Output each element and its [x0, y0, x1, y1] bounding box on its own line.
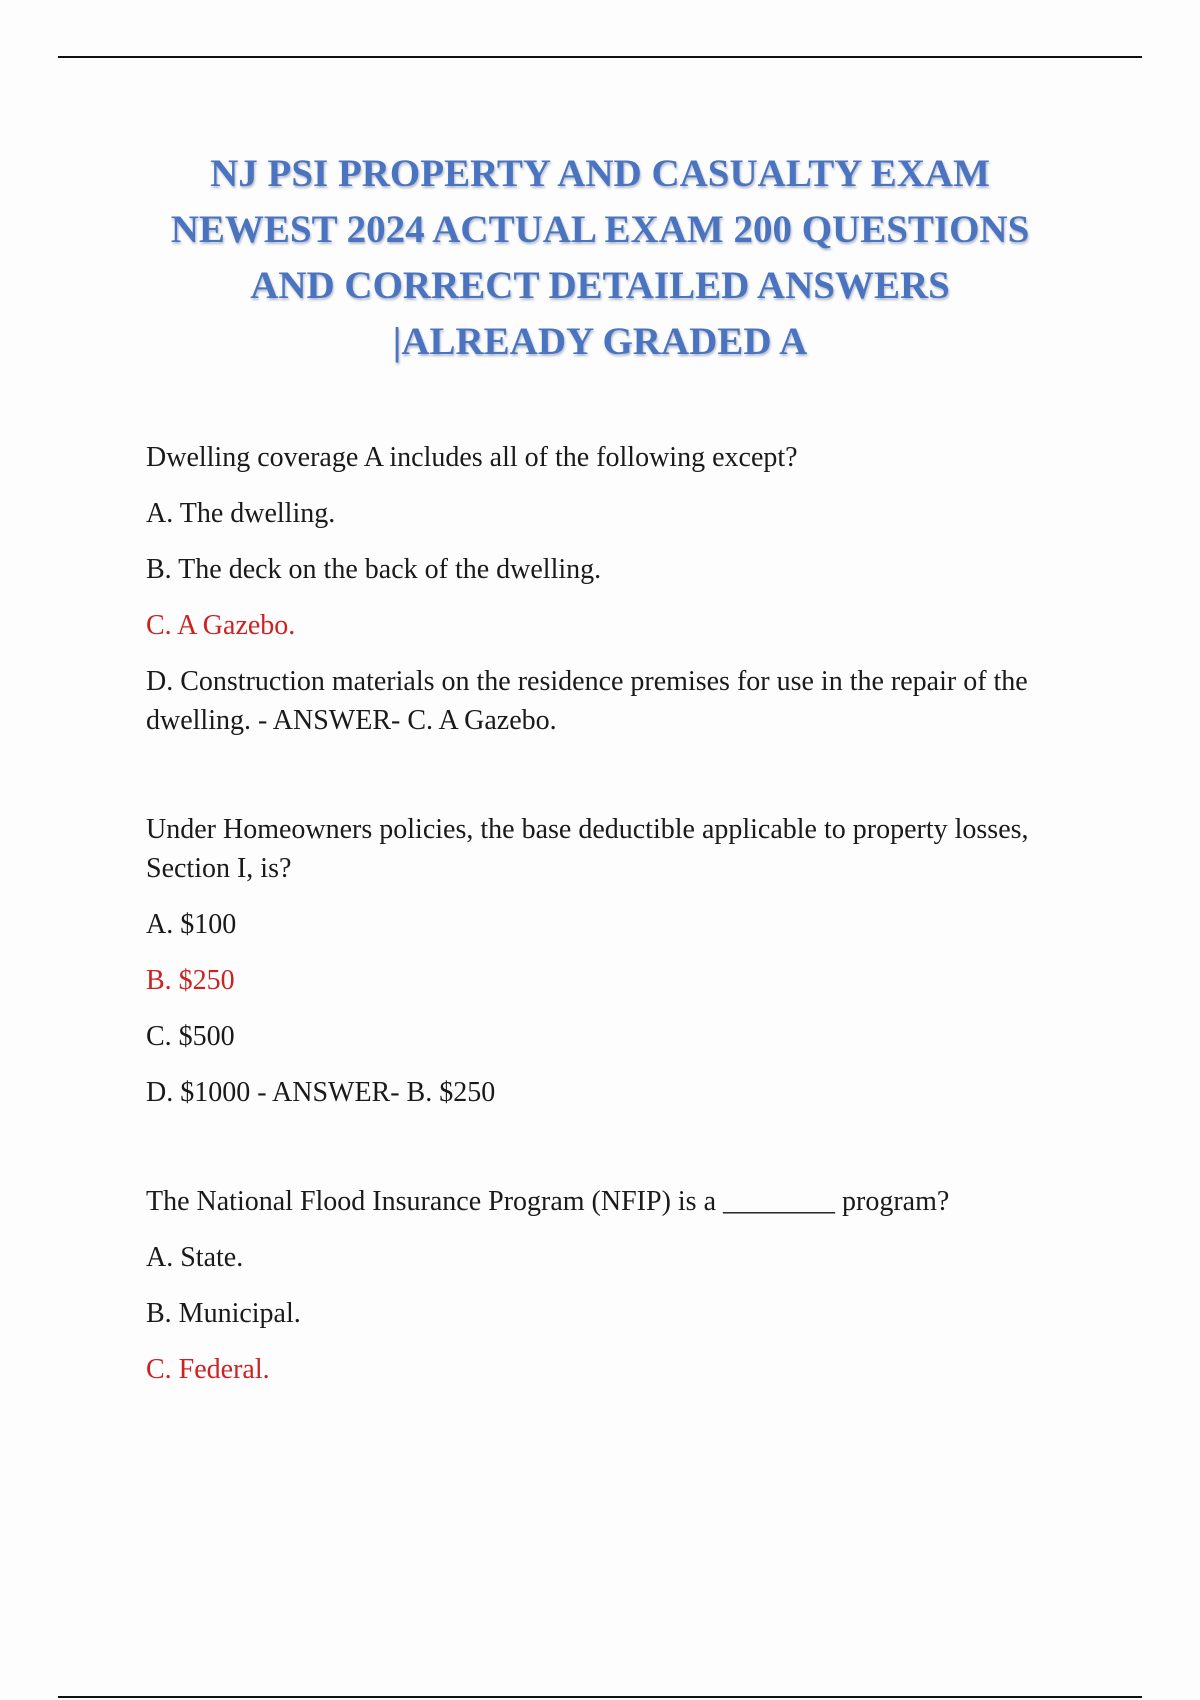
question-text: The National Flood Insurance Program (NFIP) is a ________ program? — [146, 1186, 950, 1217]
title-line: NJ PSI PROPERTY AND CASUALTY EXAM — [210, 152, 990, 195]
document-title — [100, 146, 1100, 370]
footer-rule — [58, 1696, 1142, 1698]
title-line: NEWEST 2024 ACTUAL EXAM 200 QUESTIONS — [170, 208, 1030, 251]
question-text: Dwelling coverage A includes all of the following except? — [146, 442, 798, 473]
answer-option: C. $500 — [146, 1021, 235, 1052]
title-line: |ALREADY GRADED A — [392, 320, 808, 363]
answer-option: A. $100 — [146, 909, 237, 940]
answer-option: A. State. — [146, 1242, 244, 1273]
answer-key: - ANSWER- B. $250 — [250, 1077, 496, 1108]
header-rule — [58, 56, 1142, 58]
question-block — [146, 810, 1086, 1112]
answer-option: D. $1000 — [146, 1077, 251, 1108]
answer-option: D. Construction materials on the residence premises for use in the repair of the dwelling. — [146, 666, 1028, 736]
correct-answer-option: B. $250 — [146, 965, 235, 996]
question-text: Under Homeowners policies, the base deductible applicable to property losses, Section I, is? — [146, 814, 1029, 884]
title-line: AND CORRECT DETAILED ANSWERS — [250, 264, 950, 307]
question-block — [146, 438, 1086, 740]
answer-option: B. The deck on the back of the dwelling. — [146, 554, 602, 585]
answer-key: - ANSWER- C. A Gazebo. — [251, 705, 557, 736]
correct-answer-option: C. A Gazebo. — [146, 610, 296, 641]
answer-option-with-answer — [146, 662, 1086, 740]
document-body — [146, 438, 1086, 1406]
question-block — [146, 1182, 1086, 1389]
correct-answer-option: C. Federal. — [146, 1354, 270, 1385]
answer-option: A. The dwelling. — [146, 498, 336, 529]
answer-option-with-answer — [146, 1073, 1086, 1112]
answer-option: B. Municipal. — [146, 1298, 301, 1329]
